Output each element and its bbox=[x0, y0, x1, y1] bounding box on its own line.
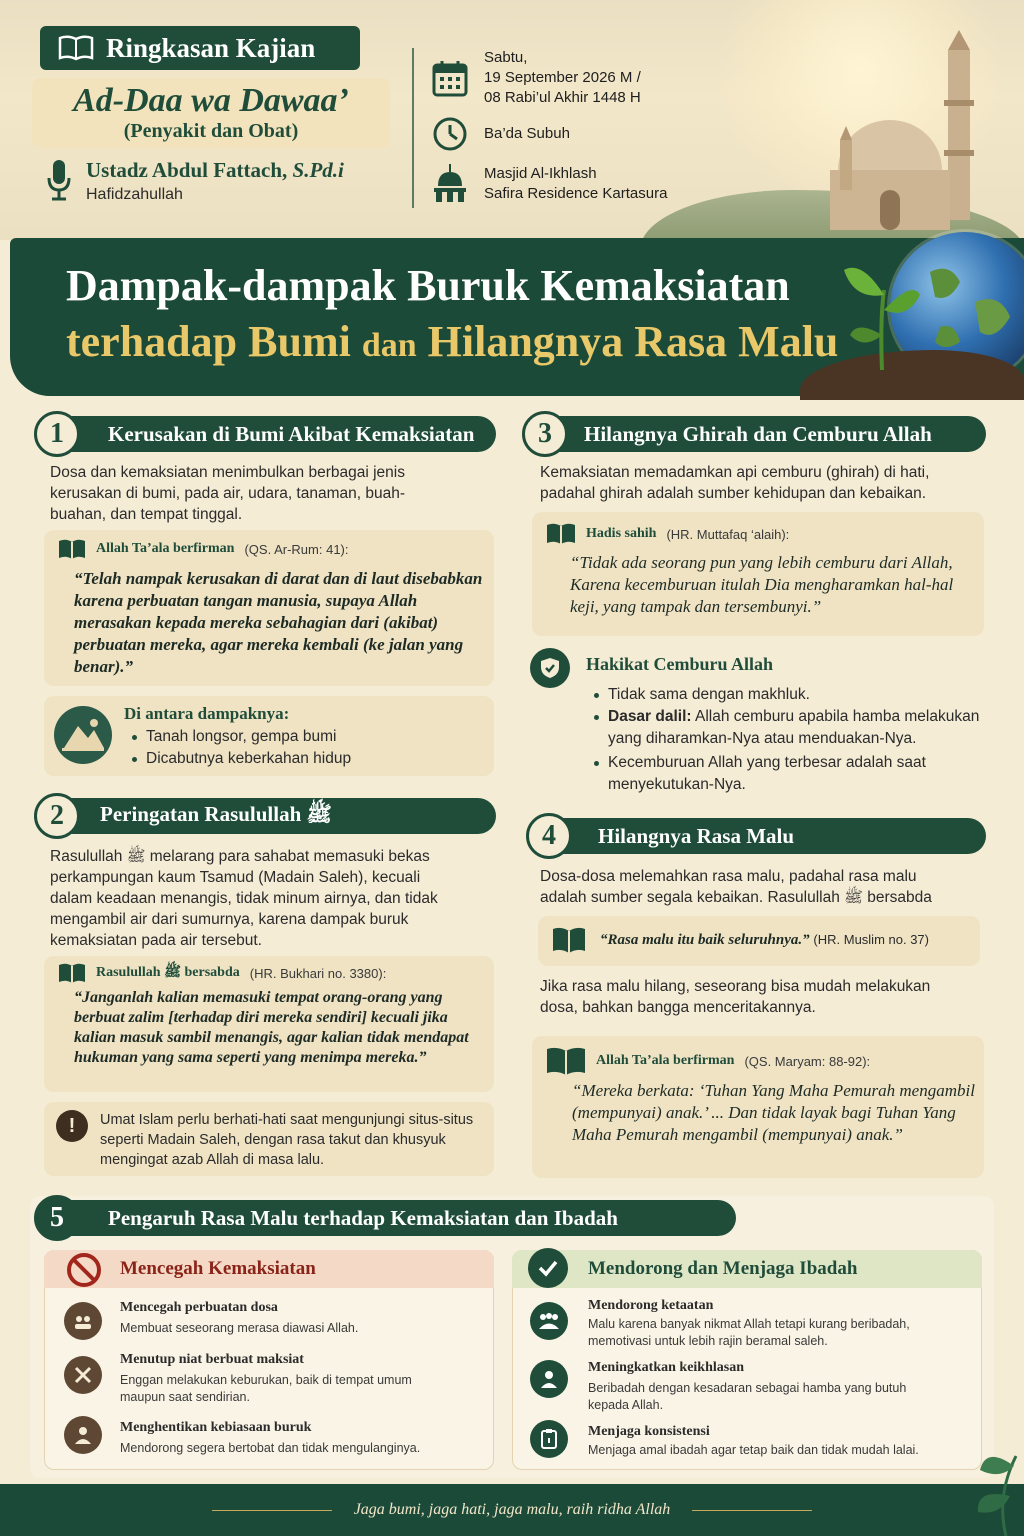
impact-item: Tanah longsor, gempa bumi bbox=[128, 726, 351, 748]
quote-header: Allah Ta’ala berfirman (QS. Maryam: 88-92): bbox=[546, 1046, 870, 1076]
section-3-body: Kemaksiatan memadamkan api cemburu (ghirah) di hati, padahal ghirah adalah sumber kehidupan dan kebaikan. bbox=[540, 464, 930, 502]
encourage-item-desc: Beribadah dengan kesadaran sebagai hamba yang butuh kepada Allah. bbox=[588, 1381, 907, 1412]
clock-icon bbox=[432, 116, 468, 152]
book-icon bbox=[546, 1046, 586, 1076]
prevent-item-title: Mencegah perbuatan dosa bbox=[120, 1300, 278, 1315]
exclamation-icon: ! bbox=[56, 1110, 88, 1142]
microphone-icon bbox=[46, 158, 72, 202]
prevent-item-title: Menghentikan kebiasaan buruk bbox=[120, 1420, 312, 1435]
leaf-decoration-icon bbox=[966, 1436, 1024, 1536]
date-day: Sabtu, bbox=[484, 49, 528, 66]
section-1-quote: “Telah nampak kerusakan di darat dan di laut disebabkan karena perbuatan tangan manusia, supaya Allah merasakan kepada mereka sebahagian dari (akibat) perbuatan mereka, agar mereka kembali (ke jalan yang benar).” bbox=[74, 569, 483, 676]
hakikat-title: Hakikat Cemburu Allah bbox=[586, 654, 774, 674]
hakikat-list bbox=[590, 684, 980, 796]
section-4-quote-card bbox=[532, 1036, 984, 1178]
sprout-icon bbox=[842, 250, 922, 370]
section-2-warning: Umat Islam perlu berhati-hati saat mengunjungi situs-situs seperti Madain Saleh, dengan rasa takut dan khusyuk mengingat azab Allah di masa lalu. bbox=[100, 1112, 474, 1168]
section-3-number: 3 bbox=[522, 411, 568, 457]
book-icon bbox=[546, 522, 576, 546]
banner-title-line1: Dampak-dampak Buruk Kemaksiatan bbox=[66, 261, 790, 310]
quote-header: Hadis sahih (HR. Muttafaq ‘alaih): bbox=[546, 522, 789, 546]
section-1-quote-card bbox=[44, 530, 494, 686]
section-4-body2: Jika rasa malu hilang, seseorang bisa mudah melakukan dosa, bahkan bangga menceritakannya. bbox=[540, 978, 931, 1016]
hakikat-item: Tidak sama dengan makhluk. bbox=[590, 684, 980, 706]
group-people-icon bbox=[530, 1302, 568, 1340]
encourage-item-title: Mendorong ketaatan bbox=[588, 1298, 714, 1313]
section-4-quote: “Mereka berkata: ‘Tuhan Yang Maha Pemurah mengambil (mempunyai) anak.’ ... Dan tidak layak bagi Tuhan Yang Maha Pemurah mengambil (mempunyai) anak.” bbox=[572, 1081, 975, 1144]
section-4-number: 4 bbox=[526, 813, 572, 859]
section-1-header: Kerusakan di Bumi Akibat Kemaksiatan bbox=[56, 416, 496, 452]
series-ribbon bbox=[40, 26, 360, 70]
prevent-item-desc: Membuat seseorang merasa diawasi Allah. bbox=[120, 1321, 359, 1335]
venue-info bbox=[432, 164, 667, 204]
date-info bbox=[432, 48, 641, 108]
book-icon bbox=[552, 926, 586, 954]
section-4-hadith: “Rasa malu itu baik seluruhnya.” (HR. Muslim no. 37) bbox=[600, 932, 929, 948]
venue-line1: Masjid Al-Ikhlash bbox=[484, 165, 597, 182]
footer-text: Jaga bumi, jaga hati, jaga malu, raih ridha Allah bbox=[353, 1501, 671, 1518]
section-1-number: 1 bbox=[34, 411, 80, 457]
section-3-quote-card bbox=[532, 512, 984, 636]
calendar-icon bbox=[432, 59, 468, 97]
quote-header: Allah Ta’ala berfirman (QS. Ar-Rum: 41): bbox=[58, 538, 349, 560]
series-label: Ringkasan Kajian bbox=[106, 32, 316, 63]
encourage-item-desc: Menjaga amal ibadah agar tetap baik dan tidak mudah lalai. bbox=[588, 1443, 919, 1457]
hakikat-item: Dasar dalil: Allah cemburu apabila hamba melakukan yang diharamkan-Nya atau menduakan-Nya. bbox=[590, 706, 980, 750]
section-2-quote-card bbox=[44, 956, 494, 1092]
footer-line bbox=[692, 1510, 812, 1511]
impact-item: Dicabutnya keberkahan hidup bbox=[128, 748, 351, 770]
section-2-body: Rasulullah ﷺ melarang para sahabat memasuki bekas perkampungan kaum Tsamud (Madain Saleh), kecuali dalam keadaan menangis, tidak minum airnya, dan tidak mengambil air dari sumurnya, karena dampak buruk kemaksiatan pada air tersebut. bbox=[50, 848, 438, 949]
section-3-quote: “Tidak ada seorang pun yang lebih cemburu dari Allah, Karena kecemburuan itulah Dia mengharamkan hal-hal keji, yang tampak dan tersembunyi.” bbox=[570, 553, 954, 616]
header-divider bbox=[412, 48, 414, 208]
section-1-impact-card bbox=[44, 696, 494, 776]
prohibited-icon bbox=[64, 1252, 104, 1288]
book-title: Ad-Daa wa Dawaa’ bbox=[73, 82, 349, 119]
section-2-header: Peringatan Rasulullah ﷺ bbox=[56, 798, 496, 834]
impact-title: Di antara dampaknya: bbox=[124, 704, 290, 723]
section-5-number: 5 bbox=[34, 1195, 80, 1241]
encourage-item-title: Menjaga konsistensi bbox=[588, 1424, 710, 1439]
prevent-item-desc: Enggan melakukan keburukan, baik di tempat umum maupun saat sendirian. bbox=[120, 1373, 412, 1404]
prevent-sin-title: Mencegah Kemaksiatan bbox=[120, 1258, 316, 1279]
encourage-worship-title: Mendorong dan Menjaga Ibadah bbox=[588, 1258, 858, 1279]
impact-list bbox=[128, 726, 351, 770]
time-text: Ba’da Subuh bbox=[484, 125, 570, 142]
section-2-warning-card bbox=[44, 1102, 494, 1176]
speaker-honorific: Hafidzahullah bbox=[86, 186, 183, 203]
section-2-number: 2 bbox=[34, 793, 80, 839]
crossed-hands-icon bbox=[64, 1356, 102, 1394]
speaker-name: Ustadz Abdul Fattach, S.Pd.i bbox=[86, 158, 344, 182]
encourage-item-title: Meningkatkan keikhlasan bbox=[588, 1360, 744, 1375]
time-info bbox=[432, 116, 570, 152]
date-hijri: 08 Rabi’ul Akhir 1448 H bbox=[484, 89, 641, 106]
landslide-icon bbox=[54, 706, 112, 764]
section-2-quote: “Janganlah kalian memasuki tempat orang-orang yang berbuat zalim [terhadap diri mereka sendiri] kecuali jika kalian masuk sambil menangis, agar kalian tidak mendapat hukuman yang sama seperti yang menimpa mereka.” bbox=[74, 989, 469, 1066]
checkmark-icon bbox=[528, 1248, 568, 1288]
section-4-header: Hilangnya Rasa Malu bbox=[546, 818, 986, 854]
watching-eye-icon bbox=[64, 1302, 102, 1340]
person-icon bbox=[64, 1416, 102, 1454]
book-icon bbox=[58, 538, 86, 560]
hakikat-item: Kecemburuan Allah yang terbesar adalah saat menyekutukan-Nya. bbox=[590, 752, 980, 796]
mosque-illustration bbox=[780, 30, 1024, 230]
footer-line bbox=[212, 1510, 332, 1511]
footer-bar bbox=[0, 1484, 1024, 1536]
clipboard-icon bbox=[530, 1420, 568, 1458]
prevent-item-desc: Mendorong segera bertobat dan tidak mengulanginya. bbox=[120, 1441, 421, 1455]
encourage-item-desc: Malu karena banyak nikmat Allah tetapi kurang beribadah, memotivasi untuk lebih rajin beramal saleh. bbox=[588, 1317, 910, 1348]
book-icon bbox=[58, 35, 94, 61]
section-4-hadith-card bbox=[538, 916, 980, 966]
section-1-body: Dosa dan kemaksiatan menimbulkan berbagai jenis kerusakan di bumi, pada air, udara, tanaman, buah-buahan, dan tempat tinggal. bbox=[50, 464, 406, 523]
book-icon bbox=[58, 962, 86, 984]
section-5-header: Pengaruh Rasa Malu terhadap Kemaksiatan dan Ibadah bbox=[56, 1200, 736, 1236]
venue-line2: Safira Residence Kartasura bbox=[484, 185, 668, 202]
person-icon bbox=[530, 1360, 568, 1398]
book-subtitle: (Penyakit dan Obat) bbox=[123, 120, 299, 142]
banner-title-line2: terhadap Bumi dan Hilangnya Rasa Malu bbox=[66, 317, 839, 366]
section-3-header: Hilangnya Ghirah dan Cemburu Allah bbox=[546, 416, 986, 452]
prevent-item-title: Menutup niat berbuat maksiat bbox=[120, 1352, 304, 1367]
section-4-body: Dosa-dosa melemahkan rasa malu, padahal rasa malu adalah sumber segala kebaikan. Rasulullah ﷺ bersabda bbox=[540, 868, 932, 906]
speaker-block bbox=[46, 158, 344, 204]
mosque-icon bbox=[432, 164, 468, 204]
book-title-box bbox=[32, 78, 390, 148]
shield-heart-icon bbox=[530, 648, 570, 688]
date-gregorian: 19 September 2026 M / bbox=[484, 69, 641, 86]
quote-header: Rasulullah ﷺ bersabda (HR. Bukhari no. 3380): bbox=[58, 962, 386, 984]
